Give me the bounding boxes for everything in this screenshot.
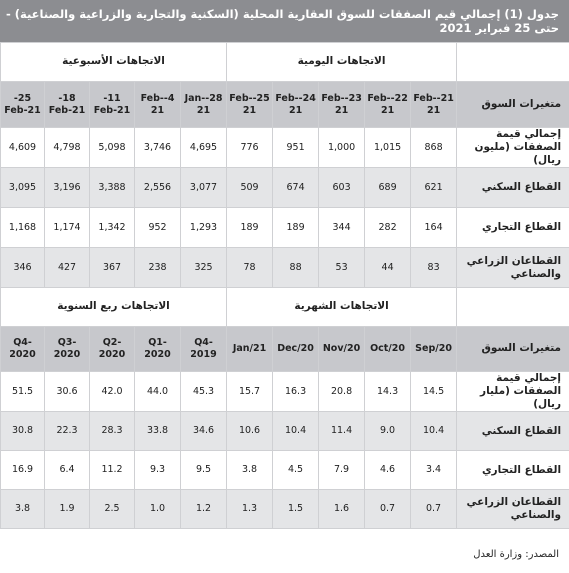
table-cell: 3,077 [181, 168, 227, 208]
monthly-quarterly-table [0, 287, 569, 529]
table-cell: 10.4 [411, 412, 457, 451]
table-cell: 15.7 [227, 372, 273, 412]
column-header: 25-Feb-21 [227, 82, 273, 128]
table-cell: 0.7 [411, 490, 457, 529]
table-cell: 1.2 [181, 490, 227, 529]
table-cell: 3.4 [411, 451, 457, 490]
table-cell: 11.4 [319, 412, 365, 451]
column-header: Jan/21 [227, 327, 273, 372]
column-header: Q4- 2019 [181, 327, 227, 372]
column-header: Nov/20 [319, 327, 365, 372]
table-cell: 22.3 [45, 412, 90, 451]
table-cell: 28.3 [90, 412, 135, 451]
group-header-daily: الاتجاهات اليومية [227, 43, 457, 82]
table-cell: 1,342 [90, 208, 135, 248]
table-cell: 1,000 [319, 128, 365, 168]
group-header-blank [457, 288, 569, 327]
table-cell: 30.8 [1, 412, 45, 451]
column-header: Oct/20 [365, 327, 411, 372]
table-cell: 282 [365, 208, 411, 248]
group-header-row [1, 43, 569, 82]
table-cell: 238 [135, 248, 181, 288]
table-cell: 20.8 [319, 372, 365, 412]
table-cell: 1.0 [135, 490, 181, 529]
table-cell: 2,556 [135, 168, 181, 208]
table-cell: 427 [45, 248, 90, 288]
column-header: Q3- 2020 [45, 327, 90, 372]
table-cell: 1,293 [181, 208, 227, 248]
row-label: القطاع التجاري [457, 208, 569, 248]
table-cell: 346 [1, 248, 45, 288]
table-cell: 16.3 [273, 372, 319, 412]
table-cell: 30.6 [45, 372, 90, 412]
column-header: 18-Feb-21 [45, 82, 90, 128]
table-cell: 42.0 [90, 372, 135, 412]
table-cell: 9.3 [135, 451, 181, 490]
group-header-blank [457, 43, 569, 82]
table-cell: 951 [273, 128, 319, 168]
table-cell: 509 [227, 168, 273, 208]
table-cell: 5,098 [90, 128, 135, 168]
table-cell: 674 [273, 168, 319, 208]
column-header: 22-Feb-21 [365, 82, 411, 128]
column-header: Q1- 2020 [135, 327, 181, 372]
table-cell: 3,388 [90, 168, 135, 208]
table-cell: 344 [319, 208, 365, 248]
column-header: Q4- 2020 [1, 327, 45, 372]
table-cell: 45.3 [181, 372, 227, 412]
table-row [1, 168, 569, 208]
table-row [1, 372, 569, 412]
table-cell: 689 [365, 168, 411, 208]
table-cell: 14.3 [365, 372, 411, 412]
column-header-label: متغيرات السوق [457, 327, 569, 372]
table-cell: 1,168 [1, 208, 45, 248]
table-cell: 2.5 [90, 490, 135, 529]
table-cell: 4,695 [181, 128, 227, 168]
table-cell: 53 [319, 248, 365, 288]
table-cell: 44 [365, 248, 411, 288]
column-header: Dec/20 [273, 327, 319, 372]
table-cell: 367 [90, 248, 135, 288]
column-header: 28-Jan-21 [181, 82, 227, 128]
table-cell: 1.6 [319, 490, 365, 529]
column-header: 11-Feb-21 [90, 82, 135, 128]
monthly-quarterly-body [1, 288, 569, 529]
table-row [1, 451, 569, 490]
daily-weekly-table [0, 42, 569, 288]
column-header: 4-Feb-21 [135, 82, 181, 128]
table-cell: 14.5 [411, 372, 457, 412]
table-cell: 952 [135, 208, 181, 248]
table-cell: 33.8 [135, 412, 181, 451]
column-header: 21-Feb-21 [411, 82, 457, 128]
table-cell: 164 [411, 208, 457, 248]
column-header-label: متغيرات السوق [457, 82, 569, 128]
column-header: 23-Feb-21 [319, 82, 365, 128]
source-note: المصدر: وزارة العدل [473, 549, 559, 560]
table-cell: 1,174 [45, 208, 90, 248]
table-cell: 3,746 [135, 128, 181, 168]
table-cell: 44.0 [135, 372, 181, 412]
table-cell: 3,196 [45, 168, 90, 208]
row-label: القطاعان الزراعي والصناعي [457, 490, 569, 529]
table-cell: 11.2 [90, 451, 135, 490]
table-cell: 1,015 [365, 128, 411, 168]
table-cell: 6.4 [45, 451, 90, 490]
table-cell: 189 [273, 208, 319, 248]
table-cell: 4.6 [365, 451, 411, 490]
table-cell: 88 [273, 248, 319, 288]
table-cell: 78 [227, 248, 273, 288]
column-header: 24-Feb-21 [273, 82, 319, 128]
table-row [1, 208, 569, 248]
table-cell: 4,609 [1, 128, 45, 168]
table-cell: 9.5 [181, 451, 227, 490]
group-header-monthly: الاتجاهات الشهرية [227, 288, 457, 327]
table-cell: 603 [319, 168, 365, 208]
group-header-quarterly: الاتجاهات ربع السنوية [1, 288, 227, 327]
table-cell: 189 [227, 208, 273, 248]
table-cell: 1.9 [45, 490, 90, 529]
table-cell: 1.5 [273, 490, 319, 529]
group-header-weekly: الاتجاهات الأسبوعية [1, 43, 227, 82]
table-cell: 4.5 [273, 451, 319, 490]
row-label: القطاعان الزراعي والصناعي [457, 248, 569, 288]
daily-weekly-body [1, 43, 569, 288]
table-cell: 10.4 [273, 412, 319, 451]
table-cell: 16.9 [1, 451, 45, 490]
table-cell: 868 [411, 128, 457, 168]
row-label: القطاع السكني [457, 168, 569, 208]
table-cell: 776 [227, 128, 273, 168]
table-row [1, 490, 569, 529]
column-header-row [1, 327, 569, 372]
table-cell: 10.6 [227, 412, 273, 451]
table-cell: 1.3 [227, 490, 273, 529]
table-cell: 83 [411, 248, 457, 288]
table-cell: 0.7 [365, 490, 411, 529]
column-header: Q2- 2020 [90, 327, 135, 372]
table-row [1, 248, 569, 288]
row-label: إجمالي قيمة الصفقات (مليون ريال) [457, 128, 569, 168]
column-header: 25-Feb-21 [1, 82, 45, 128]
table-cell: 34.6 [181, 412, 227, 451]
table-row [1, 412, 569, 451]
table-cell: 621 [411, 168, 457, 208]
table-cell: 7.9 [319, 451, 365, 490]
table-cell: 3.8 [227, 451, 273, 490]
column-header-row [1, 82, 569, 128]
table-cell: 325 [181, 248, 227, 288]
table-cell: 3,095 [1, 168, 45, 208]
table-cell: 51.5 [1, 372, 45, 412]
table-cell: 3.8 [1, 490, 45, 529]
column-header: Sep/20 [411, 327, 457, 372]
table-cell: 9.0 [365, 412, 411, 451]
row-label: إجمالي قيمة الصفقات (مليار ريال) [457, 372, 569, 412]
table-cell: 4,798 [45, 128, 90, 168]
table-row [1, 128, 569, 168]
row-label: القطاع التجاري [457, 451, 569, 490]
row-label: القطاع السكني [457, 412, 569, 451]
group-header-row [1, 288, 569, 327]
table-title: جدول (1) إجمالي قيم الصفقات للسوق العقارية المحلية (السكنية والتجارية والزراعية والصناعية) - حتى 25 فبراير 2021 [0, 0, 569, 42]
